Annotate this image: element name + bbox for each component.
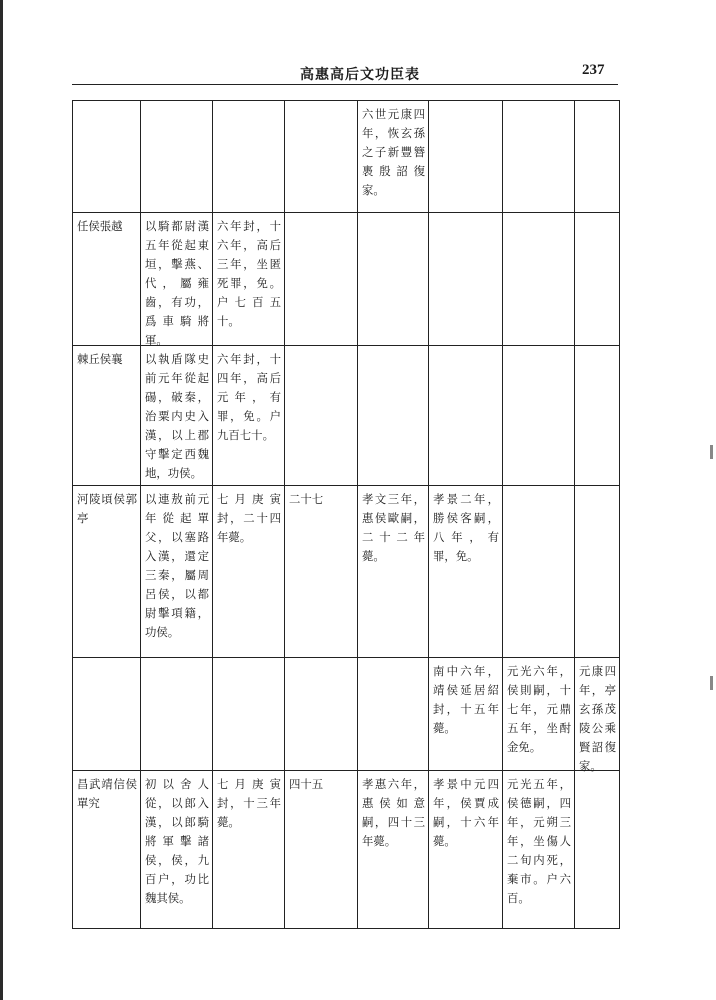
table-cell — [141, 100, 213, 212]
table-cell — [285, 212, 358, 345]
table-cell — [213, 100, 285, 212]
margin-mark — [710, 676, 713, 690]
table-cell — [503, 212, 575, 345]
table-cell — [575, 212, 620, 345]
table-row — [72, 100, 620, 213]
table-cell: 棘丘侯襄 — [72, 345, 141, 485]
table-cell: 元光五年，侯德嗣，四年，元朔三年，坐傷人二旬内死，棄市。户六百。 — [503, 770, 575, 928]
table-cell: 以騎都尉漢五年從起東垣，擊燕、代，屬雍齒，有功，爲車騎將軍。 — [141, 212, 213, 345]
table-row — [72, 212, 620, 346]
table-cell: 河陵頃侯郭亭 — [72, 485, 141, 657]
page-number: 237 — [582, 62, 605, 78]
table-cell: 元光六年，侯則嗣，十七年，元鼎五年，坐酎金免。 — [503, 657, 575, 770]
table-cell — [429, 100, 503, 212]
table-cell: 七月庚寅封，二十四年薨。 — [213, 485, 285, 657]
header-rule — [72, 84, 618, 85]
margin-mark — [710, 445, 713, 459]
table-cell: 任侯張越 — [72, 212, 141, 345]
table-cell — [503, 100, 575, 212]
table-cell: 以連敖前元年從起單父，以塞路入漢，還定三秦，屬周呂侯，以都尉擊項籍，功侯。 — [141, 485, 213, 657]
table-cell — [503, 485, 575, 657]
table-cell: 元康四年，亭玄孫茂陵公乘賢詔復家。 — [575, 657, 620, 770]
table-cell: 孝惠六年，惠侯如意嗣，四十三年薨。 — [358, 770, 429, 928]
table-cell — [72, 100, 141, 212]
table-cell: 昌武靖信侯單究 — [72, 770, 141, 928]
table-row — [72, 657, 620, 771]
table-cell: 六年封，十四年，高后元年，有罪，免。户九百七十。 — [213, 345, 285, 485]
table-cell — [429, 345, 503, 485]
table-cell: 孝景中元四年，侯賈成嗣，十六年薨。 — [429, 770, 503, 928]
page-title: 高惠高后文功臣表 — [300, 67, 420, 83]
table-cell — [213, 657, 285, 770]
table-cell — [429, 212, 503, 345]
table-cell — [358, 345, 429, 485]
table-cell: 南中六年，靖侯延居紹封，十五年薨。 — [429, 657, 503, 770]
table-cell — [358, 657, 429, 770]
table-row — [72, 485, 620, 658]
table-cell: 初以舍人從，以郎入漢，以郎騎將軍擊諸侯，侯，九百户，功比魏其侯。 — [141, 770, 213, 928]
table-cell: 六年封，十六年，高后三年，坐匿死罪，免。户七百五十。 — [213, 212, 285, 345]
table-cell: 六世元康四年，恢玄孫之子新豐簪褭殷詔復家。 — [358, 100, 429, 212]
table-cell — [358, 212, 429, 345]
table-cell — [575, 770, 620, 928]
page-edge — [0, 0, 3, 1000]
table-cell — [285, 100, 358, 212]
table-cell — [285, 657, 358, 770]
table-cell: 二十七 — [285, 485, 358, 657]
table-cell — [575, 100, 620, 212]
table-cell: 以執盾隊史前元年從起碭，破秦，治粟内史入漢，以上郡守擊定西魏地，功侯。 — [141, 345, 213, 485]
table-cell — [72, 657, 141, 770]
table-cell: 四十五 — [285, 770, 358, 928]
table-cell — [575, 345, 620, 485]
table-cell: 孝文三年，惠侯歐嗣，二十二年薨。 — [358, 485, 429, 657]
merit-table — [72, 100, 620, 929]
table-cell: 孝景二年，勝侯客嗣，八年，有罪，免。 — [429, 485, 503, 657]
table-cell — [141, 657, 213, 770]
table-cell: 七月庚寅封，十三年薨。 — [213, 770, 285, 928]
table-cell — [503, 345, 575, 485]
table-cell — [575, 485, 620, 657]
table-cell — [285, 345, 358, 485]
table-row — [72, 770, 620, 929]
table-row — [72, 345, 620, 486]
